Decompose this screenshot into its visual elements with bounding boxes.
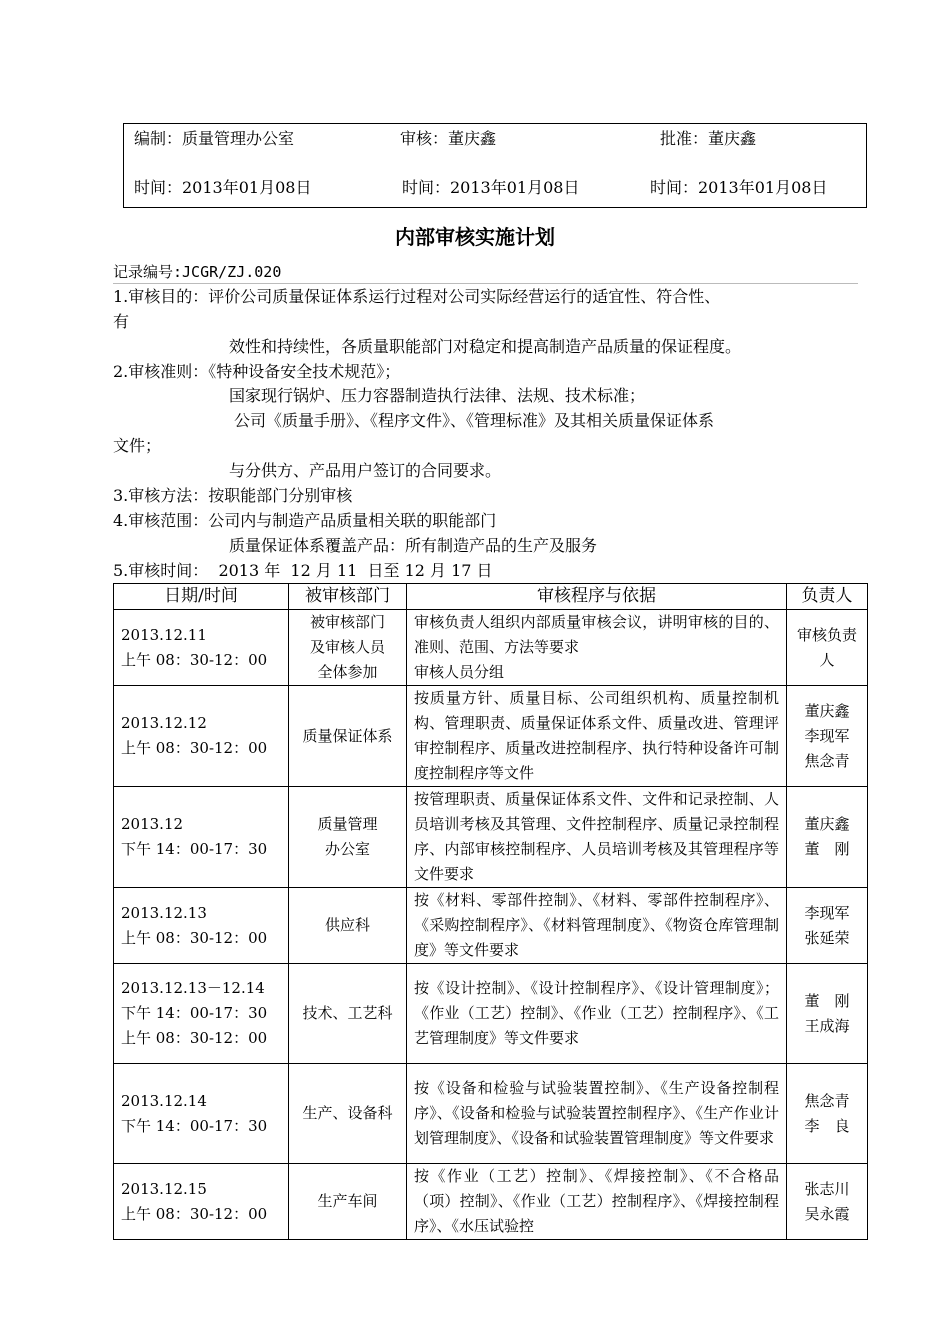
header-procedure: 审核程序与依据 <box>407 584 787 610</box>
row-department <box>289 610 407 686</box>
row-responsible <box>787 1064 868 1164</box>
department-line: 供应科 <box>324 916 370 934</box>
header-department: 被审核部门 <box>289 584 407 610</box>
row-date <box>114 1164 289 1240</box>
procedure-text: 按《材料、零部件控制》、《材料、零部件控制程序》、《采购控制程序》、《材料管理制度》、《物资仓库管理制度》等文件要求 <box>414 891 779 959</box>
purpose-line-2: 有 <box>113 312 130 331</box>
date-line: 2013.12.11 <box>121 625 207 644</box>
responsible-person: 李现军 <box>804 903 850 922</box>
method-line: 3.审核方法：按职能部门分别审核 <box>113 486 353 505</box>
row-department <box>289 787 407 888</box>
responsible-person: 董 刚 <box>804 991 850 1010</box>
time-range: 上午 08：30-12：00 <box>121 928 268 947</box>
record-divider <box>113 283 858 284</box>
table-row <box>114 888 868 964</box>
reviewed-time: 时间：2013年01月08日 <box>402 178 580 197</box>
row-procedure <box>407 686 787 787</box>
row-department <box>289 964 407 1064</box>
criteria-line-4: 文件； <box>113 436 162 455</box>
department-line: 被审核部门 <box>309 613 385 631</box>
scope-line-2: 质量保证体系覆盖产品：所有制造产品的生产及服务 <box>229 536 598 555</box>
row-responsible <box>787 787 868 888</box>
row-responsible <box>787 1164 868 1240</box>
responsible-person: 李现军 <box>804 726 850 745</box>
row-procedure <box>407 964 787 1064</box>
date-line: 2013.12.13 <box>121 903 207 922</box>
row-department <box>289 686 407 787</box>
time-range: 上午 08：30-12：00 <box>121 1029 268 1047</box>
responsible-person: 焦念青 <box>804 1091 850 1110</box>
responsible-person: 董庆鑫 <box>804 815 850 833</box>
date-line: 2013.12 <box>121 815 184 833</box>
document-title: 内部审核实施计划 <box>395 225 555 249</box>
row-date <box>114 686 289 787</box>
department-line: 技术、工艺科 <box>302 1004 393 1022</box>
purpose-line-1: 1.审核目的：评价公司质量保证体系运行过程对公司实际经营运行的适宜性、符合性、 <box>113 287 721 306</box>
row-date <box>114 787 289 888</box>
time-range: 上午 08：30-12：00 <box>121 1204 268 1223</box>
procedure-text: 按《设备和检验与试验装置控制》、《生产设备控制程序》、《设备和检验与试验装置控制程序》、《生产作业计划管理制度》、《设备和试验装置管理制度》等文件要求 <box>414 1079 779 1147</box>
procedure-text: 按《作业（工艺）控制》、《焊接控制》、《不合格品（项）控制》、《作业（工艺）控制程序》、《焊接控制程序》、《水压试验控 <box>414 1167 779 1235</box>
audit-plan-table <box>113 583 868 1240</box>
department-line: 生产车间 <box>317 1192 378 1210</box>
criteria-line-3: 公司《质量手册》、《程序文件》、《管理标准》及其相关质量保证体系 <box>234 411 715 430</box>
row-responsible <box>787 964 868 1064</box>
procedure-text: 按《设计控制》、《设计控制程序》、《设计管理制度》；《作业（工艺）控制》、《作业（工艺）控制程序》、《工艺管理制度》等文件要求 <box>414 979 779 1047</box>
procedure-text: 审核人员分组 <box>414 663 505 681</box>
header-date: 日期/时间 <box>114 584 289 610</box>
responsible-person: 李 良 <box>804 1116 850 1135</box>
responsible-person: 王成海 <box>804 1016 850 1035</box>
table-row <box>114 964 868 1064</box>
department-line: 质量管理 <box>317 815 378 833</box>
header-responsible: 负责人 <box>787 584 868 610</box>
department-line: 办公室 <box>324 840 370 858</box>
time-range: 下午 14：00-17：30 <box>121 840 268 858</box>
procedure-text: 按质量方针、质量目标、公司组织机构、质量控制机构、管理职责、质量保证体系文件、质量改进、管理评审控制程序、质量改进控制程序、执行特种设备许可制度控制程序等文件 <box>414 689 779 782</box>
criteria-line-2: 国家现行锅炉、压力容器制造执行法律、法规、技术标准； <box>229 386 646 405</box>
department-line: 质量保证体系 <box>302 726 393 745</box>
row-responsible <box>787 686 868 787</box>
procedure-text: 按管理职责、质量保证体系文件、文件和记录控制、人员培训考核及其管理、文件控制程序、质量记录控制程序、内部审核控制程序、人员培训考核及其管理程序等文件要求 <box>414 790 779 883</box>
time-range: 下午 14：00-17：30 <box>121 1004 268 1022</box>
approval-box <box>123 123 867 208</box>
procedure-text: 审核负责人组织内部质量审核会议，讲明审核的目的、准则、范围、方法等要求 <box>414 613 779 656</box>
department-line: 全体参加 <box>317 663 378 681</box>
date-line: 2013.12.15 <box>121 1179 207 1198</box>
purpose-line-3: 效性和持续性，各质量职能部门对稳定和提高制造产品质量的保证程度。 <box>229 337 742 356</box>
department-line: 生产、设备科 <box>302 1104 393 1122</box>
table-row <box>114 1164 868 1240</box>
responsible-person: 焦念青 <box>804 751 850 770</box>
time-range: 上午 08：30-12：00 <box>121 739 268 757</box>
row-responsible <box>787 888 868 964</box>
record-number: 记录编号:JCGR/ZJ.020 <box>113 263 282 281</box>
row-department <box>289 888 407 964</box>
row-date <box>114 888 289 964</box>
row-date <box>114 1064 289 1164</box>
row-department <box>289 1064 407 1164</box>
scope-line-1: 4.审核范围：公司内与制造产品质量相关联的职能部门 <box>113 511 497 530</box>
table-row <box>114 1064 868 1164</box>
row-procedure <box>407 1164 787 1240</box>
responsible-person: 董庆鑫 <box>804 701 850 720</box>
row-procedure <box>407 610 787 686</box>
row-date <box>114 964 289 1064</box>
time-range: 上午 08：30-12：00 <box>121 650 268 669</box>
responsible-person: 张志川 <box>804 1179 850 1198</box>
table-row <box>114 686 868 787</box>
row-procedure <box>407 1064 787 1164</box>
table-row <box>114 610 868 686</box>
row-procedure <box>407 787 787 888</box>
date-line: 2013.12.13－12.14 <box>121 979 265 997</box>
date-line: 2013.12.12 <box>121 714 207 732</box>
prepared-time: 时间：2013年01月08日 <box>134 178 312 197</box>
approved-time: 时间：2013年01月08日 <box>650 178 828 197</box>
department-line: 及审核人员 <box>309 638 385 656</box>
reviewed-by: 审核：董庆鑫 <box>400 129 497 148</box>
row-department <box>289 1164 407 1240</box>
criteria-line-5: 与分供方、产品用户签订的合同要求。 <box>229 461 502 480</box>
row-date <box>114 610 289 686</box>
responsible-person: 吴永霞 <box>804 1204 850 1223</box>
criteria-line-1: 2.审核准则：《特种设备安全技术规范》； <box>113 362 401 381</box>
time-line: 5.审核时间： 2013 年 12 月 11 日至 12 月 17 日 <box>113 561 493 580</box>
date-line: 2013.12.14 <box>121 1091 207 1110</box>
time-range: 下午 14：00-17：30 <box>121 1116 268 1135</box>
table-row <box>114 787 868 888</box>
row-procedure <box>407 888 787 964</box>
approved-by: 批准：董庆鑫 <box>660 129 757 148</box>
table-header-row <box>114 584 868 610</box>
responsible-person: 审核负责人 <box>796 625 857 669</box>
row-responsible <box>787 610 868 686</box>
prepared-by: 编制：质量管理办公室 <box>134 129 295 148</box>
responsible-person: 张延荣 <box>804 928 850 947</box>
responsible-person: 董 刚 <box>804 840 850 858</box>
